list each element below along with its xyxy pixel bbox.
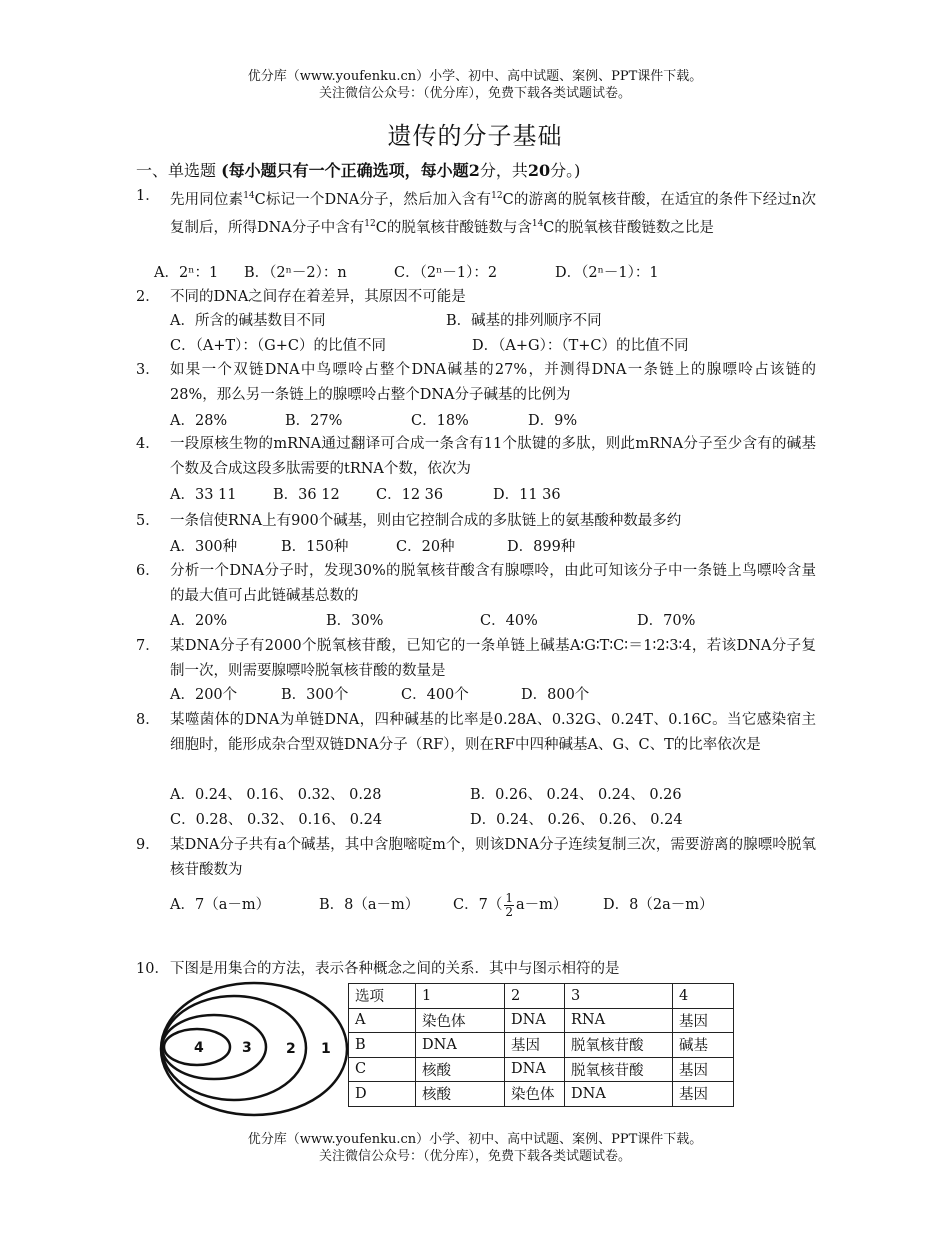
q10-table	[348, 983, 734, 1107]
question-text: 某DNA分子有2000个脱氧核苷酸，已知它的一条单链上碱基A∶G∶T∶C∶＝1∶2∶3∶4，若该DNA分子复制一次，则需要腺嘌呤脱氧核苷酸的数量是	[170, 638, 816, 679]
set-ellipse-1	[161, 983, 347, 1115]
question-2	[136, 285, 816, 310]
table-cell: RNA	[565, 1008, 673, 1033]
question-text: 某DNA分子共有a个碱基，其中含胞嘧啶m个，则该DNA分子连续复制三次，需要游离的腺嘌呤脱氧核苷酸数为	[170, 837, 816, 878]
isotope-mass: 14	[243, 191, 255, 201]
question-7	[136, 634, 816, 683]
question-text: 如果一个双链DNA中鸟嘌呤占整个DNA碱基的27%，并测得DNA一条链上的腺嘌呤占该链的28%，那么另一条链上的腺嘌呤占整个DNA分子碱基的比例为	[170, 362, 816, 403]
table-cell: 核酸	[416, 1082, 505, 1107]
fraction-denominator: 2	[505, 904, 513, 919]
table-cell: 核酸	[416, 1057, 505, 1082]
table-cell: D	[349, 1082, 416, 1107]
section-points-each: 2	[468, 161, 480, 180]
footer-line-2: 关注微信公众号：（优分库），免费下载各类试题试卷。	[318, 1149, 631, 1164]
table-header-cell: 2	[505, 984, 565, 1009]
option-a[interactable]: A．300种	[170, 539, 238, 555]
option-d[interactable]: D．899种	[507, 539, 576, 555]
option-b[interactable]: B．8（a－m）	[319, 897, 420, 913]
table-header-cell: 3	[565, 984, 673, 1009]
table-cell: DNA	[565, 1082, 673, 1107]
page-footer	[0, 1131, 950, 1165]
table-cell: 脱氧核苷酸	[565, 1057, 673, 1082]
header-line-2: 关注微信公众号：（优分库），免费下载各类试题试卷。	[318, 86, 631, 101]
question-4	[136, 432, 816, 481]
option-c[interactable]: C．400个	[401, 687, 469, 703]
option-c[interactable]: C．12 36	[376, 487, 444, 503]
set-label-1: 1	[321, 1041, 331, 1057]
section-points-total: 20	[527, 161, 551, 180]
set-label-2: 2	[286, 1041, 296, 1057]
isotope-mass: 12	[364, 219, 376, 230]
table-cell: 染色体	[505, 1082, 565, 1107]
option-b[interactable]: B．碱基的排列顺序不同	[446, 313, 602, 329]
fraction-numerator: 1	[505, 890, 513, 905]
option-c[interactable]: C．（2ⁿ－1）：2	[394, 265, 498, 281]
table-cell: DNA	[416, 1033, 505, 1058]
option-a[interactable]: A．0.24、 0.16、 0.32、 0.28	[170, 787, 382, 803]
option-b[interactable]: B．150种	[281, 539, 349, 555]
table-row[interactable]	[349, 1057, 734, 1082]
question-5	[136, 509, 816, 534]
footer-line-1: 优分库（www.youfenku.cn）小学、初中、高中试题、案例、PPT课件下载。	[247, 1132, 703, 1147]
question-text: 不同的DNA之间存在着差异，其原因不可能是	[170, 289, 466, 305]
q1-text-part: C的游离的脱氧核苷酸，在适宜的条件下经过n次复制后，所得DNA分子中含有	[170, 191, 816, 237]
question-text: 某噬菌体的DNA为单链DNA，四种碱基的比率是0.28A、0.32G、0.24T、0.16C。当它感染宿主细胞时，能形成杂合型双链DNA分子（RF），则在RF中四种碱基A、G、C、T的比率依次是	[170, 712, 816, 753]
table-header-row	[349, 984, 734, 1009]
table-row[interactable]	[349, 1033, 734, 1058]
option-d[interactable]: D．70%	[637, 613, 696, 629]
option-a[interactable]: A．所含的碱基数目不同	[170, 313, 326, 329]
page-header	[0, 68, 950, 102]
option-d[interactable]: D．0.24、 0.26、 0.26、 0.24	[470, 812, 683, 828]
table-cell: 碱基	[673, 1033, 734, 1058]
question-8	[136, 708, 816, 757]
question-number: 8．	[136, 712, 160, 728]
set-ellipse-2	[162, 996, 306, 1100]
option-c[interactable]: C．0.28、 0.32、 0.16、 0.24	[170, 812, 383, 828]
section-prefix: 一、单选题	[136, 161, 217, 180]
isotope-mass: 12	[491, 191, 503, 201]
question-text	[170, 184, 816, 241]
option-c[interactable]: C．18%	[411, 413, 469, 429]
table-row[interactable]	[349, 1082, 734, 1107]
page-title: 遗传的分子基础	[387, 122, 563, 150]
isotope-mass: 14	[531, 219, 544, 230]
section-instruction-a: (每小题只有一个正确选项，每小题	[221, 161, 469, 180]
option-c[interactable]: C．20种	[396, 539, 455, 555]
question-text: 分析一个DNA分子时，发现30%的脱氧核苷酸含有腺嘌呤，由此可知该分子中一条链上鸟嘌呤含量的最大值可占此链碱基总数的	[170, 563, 816, 604]
question-9	[136, 833, 816, 882]
option-c[interactable]: C．（A+T）：（G+C）的比值不同	[170, 338, 386, 354]
table-cell: 染色体	[416, 1008, 505, 1033]
nested-sets-diagram	[158, 980, 348, 1120]
option-b[interactable]: B．30%	[326, 613, 384, 629]
question-number: 4．	[136, 436, 160, 452]
table-cell: 基因	[673, 1082, 734, 1107]
table-cell: B	[349, 1033, 416, 1058]
question-1	[136, 184, 816, 241]
option-a[interactable]: A．20%	[170, 613, 228, 629]
option-b[interactable]: B．300个	[281, 687, 349, 703]
option-c-suffix: a－m）	[515, 897, 568, 913]
option-d[interactable]: D．11 36	[493, 487, 561, 503]
q1-text-part: C标记一个DNA分子，然后加入含有	[254, 191, 492, 208]
fraction	[504, 892, 514, 919]
option-a[interactable]: A．200个	[170, 687, 238, 703]
option-d[interactable]: D．（A+G）：（T+C）的比值不同	[472, 338, 689, 354]
option-a[interactable]: A．2ⁿ：1	[154, 265, 219, 281]
set-label-4: 4	[194, 1040, 204, 1056]
option-b[interactable]: B．36 12	[273, 487, 340, 503]
table-cell: 基因	[505, 1033, 565, 1058]
table-header-cell: 1	[416, 984, 505, 1009]
question-number: 1．	[136, 188, 160, 204]
question-number: 5．	[136, 513, 160, 529]
section-heading	[136, 158, 580, 181]
option-b[interactable]: B．（2ⁿ－2）：n	[244, 265, 347, 281]
table-cell: A	[349, 1008, 416, 1033]
table-cell: 脱氧核苷酸	[565, 1033, 673, 1058]
option-b[interactable]: B．0.26、 0.24、 0.24、 0.26	[470, 787, 682, 803]
option-c-prefix: C．7（	[453, 897, 503, 913]
question-number: 6．	[136, 563, 160, 579]
option-c[interactable]: C．40%	[480, 613, 538, 629]
option-d[interactable]: D．800个	[521, 687, 590, 703]
q1-text-part: C的脱氧核苷酸链数与含	[375, 220, 532, 237]
option-c[interactable]	[453, 886, 567, 924]
table-cell: 基因	[673, 1057, 734, 1082]
question-6	[136, 559, 816, 608]
question-text: 一段原核生物的mRNA通过翻译可合成一条含有11个肽键的多肽，则此mRNA分子至少含有的碱基个数及合成这段多肽需要的tRNA个数，依次为	[170, 436, 816, 477]
option-a[interactable]: A．7（a－m）	[170, 897, 271, 913]
table-row[interactable]	[349, 1008, 734, 1033]
section-instruction-c: 分。)	[550, 161, 581, 180]
option-d[interactable]: D．9%	[528, 413, 578, 429]
q1-text-part: C的脱氧核苷酸链数之比是	[543, 220, 714, 237]
table-cell: 基因	[673, 1008, 734, 1033]
question-number: 10．	[136, 961, 169, 977]
set-label-3: 3	[242, 1040, 252, 1056]
question-3	[136, 358, 816, 407]
q1-text-part: 先用同位素	[170, 191, 244, 208]
option-a[interactable]: A．33 11	[170, 487, 237, 503]
table-cell: DNA	[505, 1057, 565, 1082]
option-d[interactable]: D．（2ⁿ－1）：1	[555, 265, 659, 281]
question-number: 9．	[136, 837, 160, 853]
header-line-1: 优分库（www.youfenku.cn）小学、初中、高中试题、案例、PPT课件下载。	[247, 69, 703, 84]
table-header-cell: 选项	[349, 984, 416, 1009]
question-text: 下图是用集合的方法，表示各种概念之间的关系．其中与图示相符的是	[170, 961, 620, 977]
question-number: 2．	[136, 289, 160, 305]
option-a[interactable]: A．28%	[170, 413, 228, 429]
option-d[interactable]: D．8（2a－m）	[603, 897, 714, 913]
table-header-cell: 4	[673, 984, 734, 1009]
question-number: 7．	[136, 638, 160, 654]
table-cell: C	[349, 1057, 416, 1082]
question-number: 3．	[136, 362, 160, 378]
question-10	[136, 957, 816, 982]
option-b[interactable]: B．27%	[285, 413, 343, 429]
table-cell: DNA	[505, 1008, 565, 1033]
question-text: 一条信使RNA上有900个碱基，则由它控制合成的多肽链上的氨基酸种数最多约	[170, 513, 682, 529]
section-instruction-b: 分，共	[479, 161, 528, 180]
